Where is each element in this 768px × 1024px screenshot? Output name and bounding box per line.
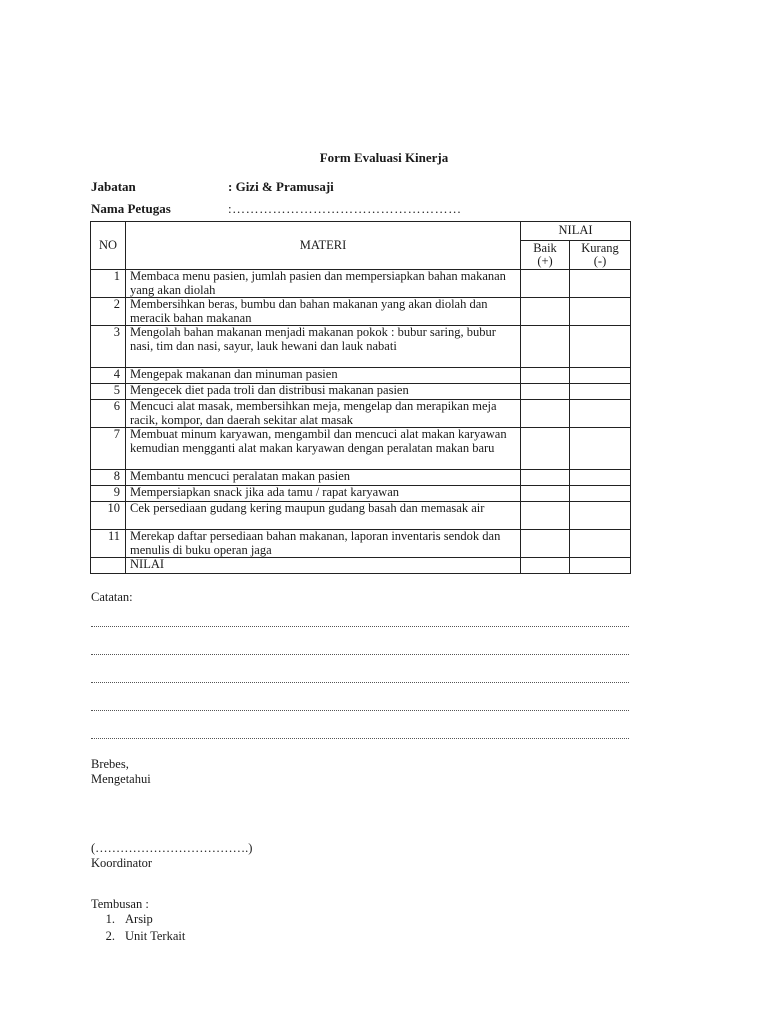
header-materi: MATERI bbox=[126, 222, 521, 270]
note-line[interactable] bbox=[91, 709, 629, 711]
baik-cell[interactable] bbox=[521, 368, 570, 384]
evaluation-table bbox=[90, 221, 631, 574]
mengetahui-label: Mengetahui bbox=[91, 772, 151, 786]
tembusan-label: Tembusan : bbox=[91, 897, 149, 911]
place-date: Brebes, bbox=[91, 757, 129, 771]
form-title: Form Evaluasi Kinerja bbox=[319, 150, 449, 165]
row-no: 3 bbox=[91, 326, 126, 368]
note-line[interactable] bbox=[91, 625, 629, 627]
header-kurang bbox=[570, 241, 631, 270]
table-row bbox=[91, 368, 631, 384]
row-no: 4 bbox=[91, 368, 126, 384]
kurang-cell[interactable] bbox=[570, 428, 631, 470]
table-row bbox=[91, 298, 631, 326]
row-materi: Mencuci alat masak, membersihkan meja, mengelap dan merapikan meja racik, kompor, dan daerah sekitar alat masak bbox=[126, 400, 521, 428]
header-nilai: NILAI bbox=[521, 222, 631, 241]
baik-cell[interactable] bbox=[521, 530, 570, 558]
baik-cell[interactable] bbox=[521, 326, 570, 368]
row-no: 11 bbox=[91, 530, 126, 558]
jabatan-label: Jabatan bbox=[91, 179, 136, 194]
footer-nilai: NILAI bbox=[126, 558, 521, 574]
table-row bbox=[91, 502, 631, 530]
row-materi: Mengecek diet pada troli dan distribusi makanan pasien bbox=[126, 384, 521, 400]
list-item-text: Unit Terkait bbox=[125, 929, 186, 943]
table-footer-row bbox=[91, 558, 631, 574]
kurang-cell[interactable] bbox=[570, 270, 631, 298]
table-row bbox=[91, 270, 631, 298]
kurang-cell[interactable] bbox=[570, 400, 631, 428]
nama-petugas-value: :…………………………………………… bbox=[228, 201, 462, 216]
row-no: 1 bbox=[91, 270, 126, 298]
row-materi: Membersihkan beras, bumbu dan bahan makanan yang akan diolah dan meracik bahan makanan bbox=[126, 298, 521, 326]
baik-cell[interactable] bbox=[521, 428, 570, 470]
table-row bbox=[91, 428, 631, 470]
table-row bbox=[91, 384, 631, 400]
nama-petugas-row bbox=[91, 201, 462, 217]
list-item-number: 1. bbox=[105, 912, 115, 926]
baik-cell[interactable] bbox=[521, 270, 570, 298]
catatan-label: Catatan: bbox=[91, 590, 133, 604]
header-baik bbox=[521, 241, 570, 270]
row-no: 6 bbox=[91, 400, 126, 428]
table-row bbox=[91, 530, 631, 558]
row-no: 5 bbox=[91, 384, 126, 400]
footer-no-cell bbox=[91, 558, 126, 574]
row-materi: Cek persediaan gudang kering maupun gudang basah dan memasak air bbox=[126, 502, 521, 530]
jabatan-value: : Gizi & Pramusaji bbox=[228, 179, 334, 194]
row-materi: Membaca menu pasien, jumlah pasien dan mempersiapkan bahan makanan yang akan diolah bbox=[126, 270, 521, 298]
kurang-cell[interactable] bbox=[570, 368, 631, 384]
baik-cell[interactable] bbox=[521, 400, 570, 428]
kurang-total-cell[interactable] bbox=[570, 558, 631, 574]
list-item-number: 2. bbox=[105, 929, 115, 943]
nama-petugas-label: Nama Petugas bbox=[91, 201, 171, 216]
header-kurang-sign: (-) bbox=[593, 254, 607, 268]
row-no: 8 bbox=[91, 470, 126, 486]
kurang-cell[interactable] bbox=[570, 326, 631, 368]
table-row bbox=[91, 486, 631, 502]
baik-cell[interactable] bbox=[521, 502, 570, 530]
baik-cell[interactable] bbox=[521, 384, 570, 400]
list-item bbox=[91, 929, 185, 946]
kurang-cell[interactable] bbox=[570, 530, 631, 558]
tembusan-list bbox=[91, 912, 185, 946]
row-materi: Mengepak makanan dan minuman pasien bbox=[126, 368, 521, 384]
kurang-cell[interactable] bbox=[570, 384, 631, 400]
kurang-cell[interactable] bbox=[570, 298, 631, 326]
kurang-cell[interactable] bbox=[570, 486, 631, 502]
signature-role: Koordinator bbox=[91, 856, 153, 870]
row-no: 9 bbox=[91, 486, 126, 502]
row-materi: Mempersiapkan snack jika ada tamu / rapat karyawan bbox=[126, 486, 521, 502]
baik-cell[interactable] bbox=[521, 470, 570, 486]
row-no: 10 bbox=[91, 502, 126, 530]
baik-cell[interactable] bbox=[521, 486, 570, 502]
kurang-cell[interactable] bbox=[570, 502, 631, 530]
header-baik-sign: (+) bbox=[537, 254, 553, 268]
header-baik-label: Baik bbox=[533, 241, 557, 255]
signature-blank[interactable]: (……………………………….) bbox=[91, 841, 253, 855]
kurang-cell[interactable] bbox=[570, 470, 631, 486]
baik-cell[interactable] bbox=[521, 298, 570, 326]
row-materi: Merekap daftar persediaan bahan makanan, laporan inventaris sendok dan menulis di buku operan jaga bbox=[126, 530, 521, 558]
note-line[interactable] bbox=[91, 737, 629, 739]
list-item-text: Arsip bbox=[125, 912, 153, 926]
row-materi: Membantu mencuci peralatan makan pasien bbox=[126, 470, 521, 486]
list-item bbox=[91, 912, 185, 929]
row-materi: Mengolah bahan makanan menjadi makanan pokok : bubur saring, bubur nasi, tim dan nasi, sayur, lauk hewani dan lauk nabati bbox=[126, 326, 521, 368]
note-line[interactable] bbox=[91, 681, 629, 683]
row-materi: Membuat minum karyawan, mengambil dan mencuci alat makan karyawan kemudian mengganti alat makan karyawan dengan peralatan makan baru bbox=[126, 428, 521, 470]
note-line[interactable] bbox=[91, 653, 629, 655]
header-kurang-label: Kurang bbox=[581, 241, 619, 255]
jabatan-row bbox=[91, 179, 334, 195]
header-no: NO bbox=[91, 222, 126, 270]
baik-total-cell[interactable] bbox=[521, 558, 570, 574]
row-no: 2 bbox=[91, 298, 126, 326]
table-row bbox=[91, 400, 631, 428]
row-no: 7 bbox=[91, 428, 126, 470]
table-row bbox=[91, 470, 631, 486]
table-row bbox=[91, 326, 631, 368]
